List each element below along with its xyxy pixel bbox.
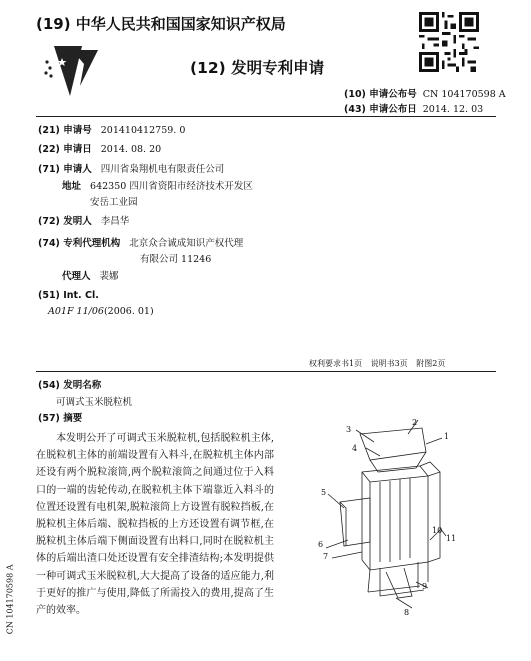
- publication-date-label: (43) 申请公布日: [344, 104, 417, 115]
- intcl-entry: [48, 306, 154, 317]
- claims-count: 权利要求书1页: [309, 359, 363, 368]
- publication-date: 2014. 12. 03: [422, 104, 484, 115]
- document-type: (12) 发明专利申请: [190, 59, 325, 77]
- drawing-label-3: 3: [346, 425, 352, 434]
- divider-top: [36, 116, 496, 117]
- application-number: 201410412759. 0: [100, 125, 186, 136]
- agent: 裴娜: [99, 271, 119, 282]
- title-label: (54) 发明名称: [38, 380, 102, 391]
- address-row: [62, 178, 253, 192]
- applicant-row: [38, 161, 224, 175]
- intcl-code: A01F 11/06: [48, 306, 104, 317]
- inventor-label: (72) 发明人: [38, 216, 92, 227]
- drawing-label-6: 6: [318, 540, 324, 549]
- address-line-2: 安岳工业园: [90, 197, 138, 208]
- applicant: 四川省枭翔机电有限责任公司: [100, 164, 225, 175]
- agency-line-1: 北京众合诚成知识产权代理: [129, 238, 244, 249]
- application-date-row: [38, 141, 161, 155]
- inventor: 李昌华: [100, 216, 130, 227]
- inventor-row: [38, 213, 129, 227]
- abstract-drawing: [300, 412, 458, 612]
- application-date-label: (22) 申请日: [38, 144, 92, 155]
- drawing-label-11: 11: [446, 534, 457, 543]
- application-date: 2014. 08. 20: [100, 144, 162, 155]
- agency-label: (74) 专利代理机构: [38, 238, 121, 249]
- intcl-label: (51) Int. Cl.: [38, 290, 99, 301]
- agent-label: 代理人: [62, 271, 91, 282]
- drawing-label-4: 4: [352, 444, 358, 453]
- page-counts: [309, 358, 445, 369]
- drawing-label-10: 10: [432, 526, 443, 535]
- applicant-label: (71) 申请人: [38, 164, 92, 175]
- divider-bottom: [36, 371, 496, 372]
- agency-line-2: 有限公司 11246: [140, 254, 212, 265]
- publication-number-label: (10) 申请公布号: [344, 89, 417, 100]
- intcl-version: (2006. 01): [103, 306, 154, 317]
- drawing-label-9: 9: [422, 582, 428, 591]
- qr-code: [419, 12, 479, 72]
- side-publication-mark: CN 104170598 A: [5, 564, 15, 635]
- description-count: 说明书3页: [370, 359, 408, 368]
- address-label: 地址: [62, 181, 82, 192]
- drawing-label-5: 5: [321, 488, 327, 497]
- drawing-label-7: 7: [323, 552, 329, 561]
- publication-number-row: [344, 86, 506, 100]
- invention-title: 可调式玉米脱粒机: [56, 397, 133, 408]
- application-number-label: (21) 申请号: [38, 125, 92, 136]
- abstract-text: 本发明公开了可调式玉米脱粒机,包括脱粒机主体,在脱粒机主体的前端设置有入料斗,在脱粒机主体内部还设有两个脱粒滚筒,两个脱粒滚筒之间通过位于入料口的一端的齿轮传动,在脱粒机主体下端靠近入料斗的位置还设置有电机架,脱粒滚筒上方设置有脱粒挡板,在脱粒机主体后端、脱粒挡板的上方还设置有调节框,在脱粒机主体后端下侧面设置有出料口,同时在脱粒机主体的后端出渣口处还设置有安全排渣结构;本发明提供一种可调式玉米脱粒机,大大提高了设备的适应能力,利于更好的推广与使用,降低了所需投入的费用,提高了生产的效率。: [36, 433, 274, 617]
- agent-row: [62, 268, 119, 282]
- abstract-label: (57) 摘要: [38, 413, 83, 424]
- drawing-label-2: 2: [412, 418, 418, 427]
- address-line-1: 642350 四川省资阳市经济技术开发区: [90, 181, 253, 192]
- cnipa-logo: [40, 40, 102, 102]
- publication-number: CN 104170598 A: [422, 89, 506, 100]
- application-number-row: [38, 122, 185, 136]
- publication-date-row: [344, 101, 483, 115]
- drawing-label-1: 1: [444, 432, 450, 441]
- drawings-count: 附图2页: [416, 359, 446, 368]
- agency-row: [38, 235, 243, 249]
- drawing-label-8: 8: [404, 608, 410, 617]
- office-name: (19) 中华人民共和国国家知识产权局: [36, 15, 286, 33]
